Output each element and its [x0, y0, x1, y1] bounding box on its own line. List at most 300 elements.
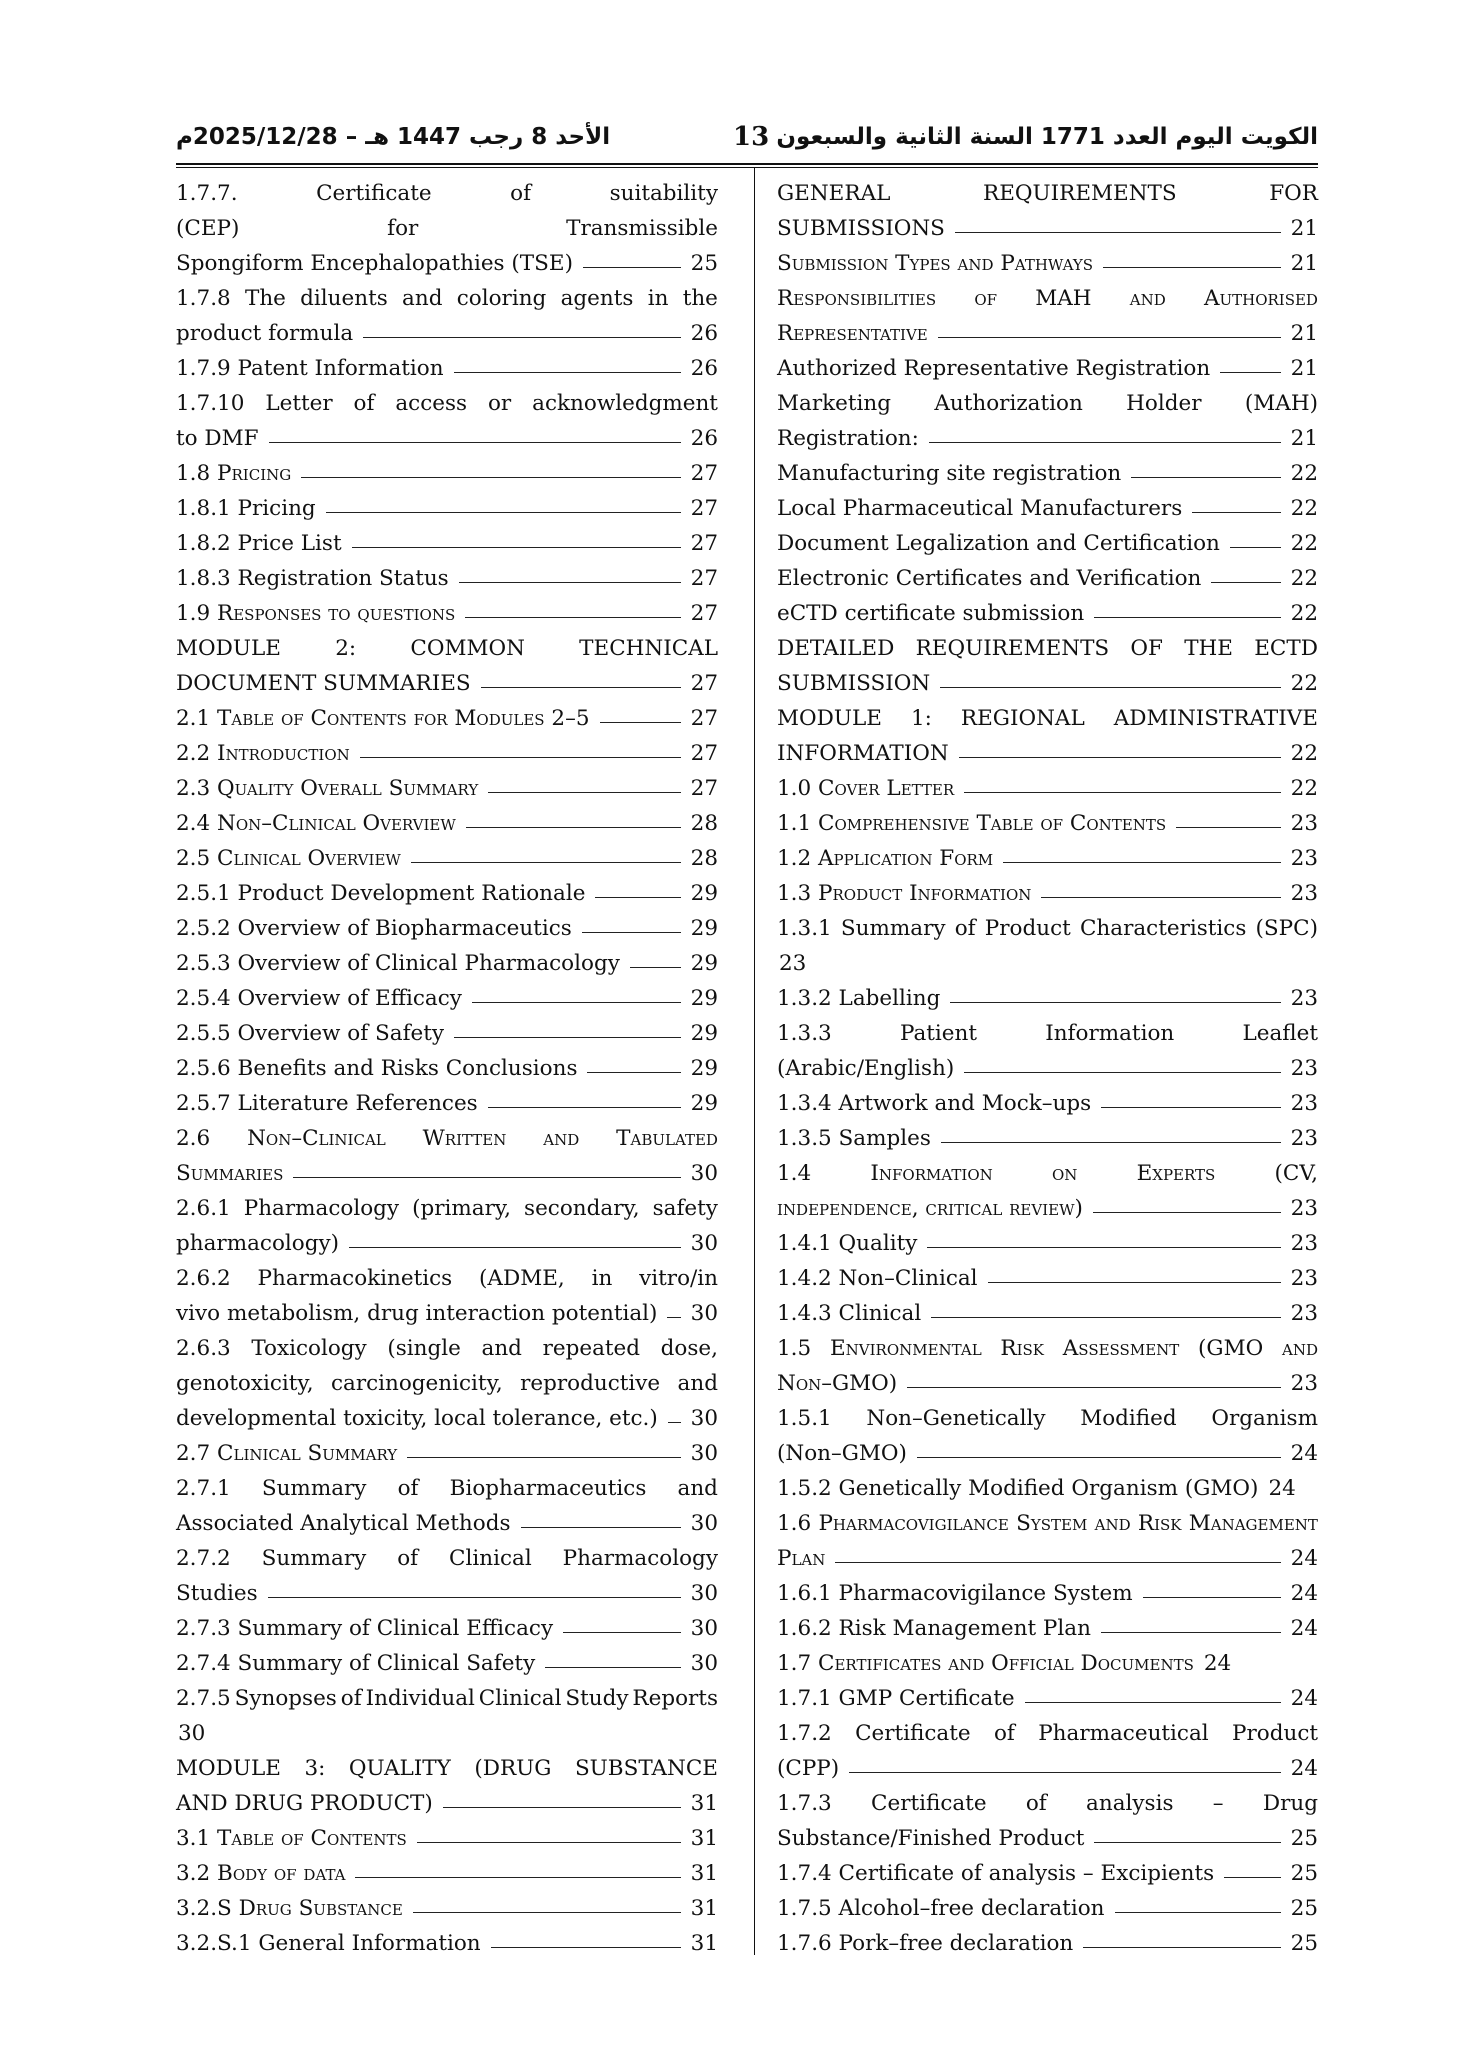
toc-entry-page: 27 [690, 741, 718, 766]
toc-entry[interactable] [777, 1681, 1318, 1716]
toc-entry-title: Plan [777, 1546, 826, 1571]
toc-entry-title: 1.1 Comprehensive Table of Contents [777, 811, 1167, 836]
toc-entry-page: 23 [1290, 1301, 1318, 1326]
leader-line [465, 596, 680, 618]
toc-entry[interactable]: 1.7.7. Certificate of suitability (CEP) for Transmissible Spongiform Encephalopathies (TSE) 25 [176, 176, 718, 281]
leader-line [1192, 491, 1280, 513]
leader-line [293, 1156, 680, 1178]
leader-line [1143, 1576, 1281, 1598]
header-date: الأحد 8 رجب 1447 هـ – 2025/12/28م [176, 124, 611, 150]
toc-entry[interactable]: 1.3.3 Patient Information Leaflet (Arabic/English) 23 [777, 1016, 1318, 1086]
toc-entry-page: 29 [690, 986, 718, 1011]
toc-entry-title: Document Legalization and Certification [777, 531, 1220, 556]
leader-line [1220, 351, 1280, 373]
toc-entry-page: 21 [1290, 251, 1318, 276]
toc-entry-page: 22 [1290, 741, 1318, 766]
toc-entry-page: 29 [690, 951, 718, 976]
toc-entry[interactable] [176, 1891, 718, 1926]
toc-left-column [176, 176, 718, 1961]
toc-entry[interactable] [176, 806, 718, 841]
leader-line [1094, 596, 1280, 618]
toc-entry-page: 29 [690, 1091, 718, 1116]
leader-line [454, 1016, 681, 1038]
toc-entry-title: 3.2.S Drug Substance [176, 1896, 403, 1921]
toc-entry-title: 1.4.2 Non–Clinical [777, 1266, 978, 1291]
toc-entry-title: 2.2 Introduction [176, 741, 350, 766]
toc-entry-title: 2.5.4 Overview of Efficacy [176, 986, 462, 1011]
toc-entry[interactable] [176, 1646, 718, 1681]
toc-entry-page: 21 [1290, 426, 1318, 451]
toc-entry-title: 1.2 Application Form [777, 846, 994, 871]
toc-entry[interactable]: 2.7.1 Summary of Biopharmaceutics and Associated Analytical Methods 30 [176, 1471, 718, 1541]
leader-line [595, 876, 680, 898]
leader-line [1230, 526, 1281, 548]
toc-entry[interactable] [176, 946, 718, 981]
leader-line [466, 806, 681, 828]
toc-entry-page: 25 [1290, 1896, 1318, 1921]
leader-line [326, 491, 681, 513]
toc-entry[interactable] [777, 1646, 1318, 1681]
toc-entry-title: 1.7.6 Pork–free declaration [777, 1931, 1074, 1956]
toc-entry-page: 27 [690, 566, 718, 591]
toc-entry-page: 21 [1290, 321, 1318, 346]
toc-entry[interactable] [176, 1856, 718, 1891]
toc-entry[interactable] [777, 246, 1318, 281]
toc-entry-page: 30 [690, 1651, 718, 1676]
toc-entry-page: 25 [690, 251, 718, 276]
leader-line [472, 981, 681, 1003]
page-number: 13 [733, 122, 770, 152]
toc-entry-page: 30 [690, 1616, 718, 1641]
toc-entry-title: 1.5.2 Genetically Modified Organism (GMO) [777, 1476, 1259, 1501]
toc-entry[interactable]: MODULE 2: COMMON TECHNICAL DOCUMENT SUMMARIES 27 [176, 631, 718, 701]
toc-entry-page: 25 [1290, 1826, 1318, 1851]
leader-line [1003, 841, 1280, 863]
toc-entry-page: 23 [1290, 1126, 1318, 1151]
toc-entry[interactable] [176, 561, 718, 596]
toc-entry[interactable]: 1.4 Information on Experts (CV, independence, critical review) 23 [777, 1156, 1318, 1226]
toc-entry[interactable] [176, 736, 718, 771]
header-rule-thin [176, 167, 1318, 168]
toc-entry[interactable]: 1.3.1 Summary of Product Characteristics (SPC) 23 [777, 911, 1318, 981]
toc-entry-page: 26 [690, 426, 718, 451]
leader-line [443, 1786, 681, 1808]
toc-entry-title: 1.6.1 Pharmacovigilance System [777, 1581, 1133, 1606]
toc-entry-page: 23 [1290, 1266, 1318, 1291]
page-header [176, 122, 1318, 162]
toc-entry[interactable] [777, 1086, 1318, 1121]
toc-entry[interactable] [777, 1611, 1318, 1646]
toc-entry-title: 2.7.4 Summary of Clinical Safety [176, 1651, 536, 1676]
toc-entry-page: 31 [690, 1931, 718, 1956]
column-divider [754, 168, 755, 1955]
toc-entry-title: Representative [777, 321, 928, 346]
leader-line [587, 1051, 680, 1073]
toc-entry[interactable]: MODULE 3: QUALITY (DRUG SUBSTANCE AND DRUG PRODUCT) 31 [176, 1751, 718, 1821]
toc-entry[interactable] [777, 1226, 1318, 1261]
leader-line [268, 1576, 681, 1598]
toc-entry[interactable]: 1.5 Environmental Risk Assessment (GMO and Non–GMO) 23 [777, 1331, 1318, 1401]
toc-entry-page: 27 [690, 776, 718, 801]
toc-entry-page: 24 [1290, 1441, 1318, 1466]
leader-line [1025, 1681, 1281, 1703]
leader-line [1101, 1086, 1280, 1108]
toc-entry[interactable] [777, 561, 1318, 596]
leader-line [959, 736, 1281, 758]
toc-entry-title: 1.3.5 Samples [777, 1126, 931, 1151]
leader-line [950, 981, 1280, 1003]
toc-entry[interactable]: 2.6.1 Pharmacology (primary, secondary, safety pharmacology) 30 [176, 1191, 718, 1261]
toc-entry-title: 1.8.3 Registration Status [176, 566, 449, 591]
toc-entry-page: 23 [1290, 811, 1318, 836]
leader-line [301, 456, 680, 478]
toc-entry[interactable] [176, 1051, 718, 1086]
toc-entry-title: pharmacology) [176, 1231, 340, 1256]
toc-entry[interactable] [777, 1296, 1318, 1331]
leader-line [907, 1366, 1280, 1388]
toc-entry[interactable] [777, 1576, 1318, 1611]
toc-entry-title: 2.3 Quality Overall Summary [176, 776, 479, 801]
toc-entry-page: 27 [690, 601, 718, 626]
toc-entry-title: Associated Analytical Methods [176, 1511, 511, 1536]
leader-line [545, 1646, 680, 1668]
toc-entry-page: 30 [690, 1231, 718, 1256]
toc-entry-title: Electronic Certificates and Verification [777, 566, 1202, 591]
toc-entry-title: 1.6.2 Risk Management Plan [777, 1616, 1091, 1641]
toc-entry-title: 1.4.1 Quality [777, 1231, 918, 1256]
toc-entry[interactable] [176, 771, 718, 806]
toc-entry[interactable] [176, 1086, 718, 1121]
toc-entry-page: 22 [1290, 601, 1318, 626]
toc-entry-page: 23 [1290, 1196, 1318, 1221]
leader-line [352, 526, 681, 548]
toc-entry-page: 27 [690, 461, 718, 486]
toc-entry[interactable] [176, 1821, 718, 1856]
toc-entry-title: 2.7.3 Summary of Clinical Efficacy [176, 1616, 554, 1641]
toc-entry[interactable] [777, 1926, 1318, 1961]
toc-entry-title: 3.2 Body of data [176, 1861, 346, 1886]
toc-entry-title: 1.7 Certificates and Official Documents [777, 1651, 1194, 1676]
toc-entry[interactable]: 1.6 Pharmacovigilance System and Risk Management Plan 24 [777, 1506, 1318, 1576]
toc-entry-title: 2.4 Non–Clinical Overview [176, 811, 456, 836]
toc-entry[interactable] [176, 491, 718, 526]
leader-line [1101, 1611, 1281, 1633]
toc-entry[interactable] [777, 876, 1318, 911]
header-publication: الكويت اليوم العدد 1771 السنة الثانية والسبعون [776, 124, 1318, 150]
toc-entry-page: 30 [690, 1406, 718, 1431]
toc-entry-page: 23 [1290, 1056, 1318, 1081]
toc-entry-title: (CPP) [777, 1756, 840, 1781]
leader-line [454, 351, 681, 373]
toc-entry[interactable] [777, 806, 1318, 841]
leader-line [1176, 806, 1280, 828]
leader-line [917, 1436, 1281, 1458]
toc-entry[interactable]: Responsibilities of MAH and Authorised Representative 21 [777, 281, 1318, 351]
leader-line [600, 701, 681, 723]
toc-entry-title: Summaries [176, 1161, 284, 1186]
toc-entry-page: 30 [178, 1721, 206, 1746]
toc-entry-title: 1.0 Cover Letter [777, 776, 955, 801]
leader-line [964, 1051, 1280, 1073]
toc-entry[interactable] [176, 1926, 718, 1961]
toc-entry[interactable] [777, 351, 1318, 386]
toc-entry[interactable] [176, 351, 718, 386]
toc-entry-title: SUBMISSION [777, 671, 931, 696]
toc-entry-page: 30 [690, 1301, 718, 1326]
toc-entry-page: 30 [690, 1511, 718, 1536]
leader-line [988, 1261, 1281, 1283]
leader-line [955, 211, 1281, 233]
leader-line [459, 561, 681, 583]
leader-line [938, 316, 1281, 338]
toc-entry[interactable] [777, 771, 1318, 806]
toc-entry-page: 28 [690, 811, 718, 836]
leader-line [360, 736, 681, 758]
toc-entry-title: Registration: [777, 426, 919, 451]
toc-entry-page: 29 [690, 916, 718, 941]
leader-line [1083, 1926, 1280, 1948]
toc-entry[interactable] [777, 1121, 1318, 1156]
leader-line [355, 1856, 680, 1878]
toc-entry[interactable]: 1.7.8 The diluents and coloring agents in the product formula 26 [176, 281, 718, 351]
toc-entry[interactable] [176, 1611, 718, 1646]
toc-entry-title: 1.7.5 Alcohol–free declaration [777, 1896, 1105, 1921]
toc-entry-page: 23 [1290, 846, 1318, 871]
toc-entry[interactable]: 1.7.10 Letter of access or acknowledgment to DMF 26 [176, 386, 718, 456]
toc-entry[interactable]: 2.7.2 Summary of Clinical Pharmacology Studies 30 [176, 1541, 718, 1611]
toc-entry-title: 2.5.3 Overview of Clinical Pharmacology [176, 951, 620, 976]
toc-entry-title: SUBMISSIONS [777, 216, 945, 241]
toc-entry-page: 21 [1290, 216, 1318, 241]
leader-line [630, 946, 681, 968]
toc-entry-title: developmental toxicity, local tolerance, etc.) [176, 1406, 658, 1431]
toc-entry[interactable] [176, 701, 718, 736]
toc-entry-page: 22 [1290, 776, 1318, 801]
toc-entry-title: 2.5.1 Product Development Rationale [176, 881, 586, 906]
toc-entry[interactable] [176, 1436, 718, 1471]
toc-entry-page: 30 [690, 1161, 718, 1186]
leader-line [491, 1926, 681, 1948]
toc-entry-title: 2.5.5 Overview of Safety [176, 1021, 445, 1046]
toc-entry-title: Manufacturing site registration [777, 461, 1122, 486]
toc-entry[interactable] [176, 1016, 718, 1051]
toc-entry[interactable]: 2.7.5 Synopses of Individual Clinical Study Reports 30 [176, 1681, 718, 1751]
toc-entry-page: 27 [690, 706, 718, 731]
toc-entry-page: 24 [1290, 1616, 1318, 1641]
toc-entry-page: 26 [690, 356, 718, 381]
leader-line [927, 1226, 1280, 1248]
toc-entry-page: 27 [690, 496, 718, 521]
toc-entry-title: (Arabic/English) [777, 1056, 955, 1081]
leader-line [363, 316, 680, 338]
toc-entry-title: 1.4.3 Clinical [777, 1301, 922, 1326]
leader-line [931, 1296, 1280, 1318]
toc-entry-page: 31 [690, 1791, 718, 1816]
toc-entry-page: 23 [1290, 881, 1318, 906]
toc-entry[interactable] [777, 456, 1318, 491]
leader-line [349, 1226, 681, 1248]
leader-line [667, 1296, 680, 1318]
toc-entry-title: 3.1 Table of Contents [176, 1826, 407, 1851]
leader-line [835, 1541, 1280, 1563]
toc-entry[interactable] [777, 1261, 1318, 1296]
toc-entry-title: vivo metabolism, drug interaction potential) [176, 1301, 658, 1326]
toc-entry-title: 2.1 Table of Contents for Modules 2–5 [176, 706, 590, 731]
toc-entry-title: Non–GMO) [777, 1371, 898, 1396]
toc-entry-page: 24 [1290, 1581, 1318, 1606]
toc-entry[interactable] [176, 911, 718, 946]
toc-entry[interactable] [777, 841, 1318, 876]
toc-entry-title: 2.5 Clinical Overview [176, 846, 401, 871]
leader-line [1103, 246, 1281, 268]
toc-entry-title: 1.7.9 Patent Information [176, 356, 444, 381]
toc-entry[interactable]: 2.6 Non–Clinical Written and Tabulated Summaries 30 [176, 1121, 718, 1191]
toc-entry-title: 1.9 Responses to questions [176, 601, 456, 626]
leader-line [269, 421, 681, 443]
toc-entry[interactable] [777, 1891, 1318, 1926]
leader-line [407, 1436, 680, 1458]
leader-line [521, 1506, 681, 1528]
toc-entry-title: Substance/Finished Product [777, 1826, 1085, 1851]
toc-entry-page: 27 [690, 671, 718, 696]
toc-entry-page: 26 [690, 321, 718, 346]
toc-entry-title: DOCUMENT SUMMARIES [176, 671, 471, 696]
toc-entry-title: 1.3 Product Information [777, 881, 1032, 906]
leader-line [929, 421, 1281, 443]
leader-line [1094, 1821, 1280, 1843]
toc-entry[interactable]: GENERAL REQUIREMENTS FOR SUBMISSIONS 21 [777, 176, 1318, 246]
toc-entry-page: 28 [690, 846, 718, 871]
leader-line [582, 911, 681, 933]
toc-entry-title: Submission Types and Pathways [777, 251, 1093, 276]
toc-entry-title: 1.3.2 Labelling [777, 986, 941, 1011]
toc-entry-title: product formula [176, 321, 354, 346]
leader-line [1115, 1891, 1281, 1913]
leader-line [413, 1891, 681, 1913]
toc-entry[interactable]: DETAILED REQUIREMENTS OF THE ECTD SUBMISSION 22 [777, 631, 1318, 701]
toc-entry-page: 23 [779, 951, 807, 976]
toc-entry[interactable] [176, 876, 718, 911]
leader-line [481, 666, 681, 688]
header-rule-thick [176, 163, 1318, 165]
toc-entry-page: 25 [1290, 1931, 1318, 1956]
toc-entry[interactable]: 2.6.2 Pharmacokinetics (ADME, in vitro/in vivo metabolism, drug interaction potential) 30 [176, 1261, 718, 1331]
toc-entry-title: 2.5.7 Literature References [176, 1091, 478, 1116]
toc-entry-page: 30 [690, 1441, 718, 1466]
toc-entry-page: 22 [1290, 531, 1318, 556]
leader-line [941, 1121, 1281, 1143]
toc-entry-page: 21 [1290, 356, 1318, 381]
toc-entry-page: 30 [690, 1581, 718, 1606]
toc-entry-page: 31 [690, 1861, 718, 1886]
toc-entry-page: 24 [1290, 1756, 1318, 1781]
toc-right-column [777, 176, 1318, 1961]
toc-entry-page: 23 [1290, 1371, 1318, 1396]
toc-entry-title: independence, critical review) [777, 1196, 1083, 1221]
toc-entry-title: eCTD certificate submission [777, 601, 1085, 626]
toc-entry-page: 24 [1290, 1686, 1318, 1711]
leader-line [1093, 1191, 1281, 1213]
toc-entry-title: to DMF [176, 426, 259, 451]
toc-entry-title: Spongiform Encephalopathies (TSE) [176, 251, 573, 276]
toc-entry-title: (Non–GMO) [777, 1441, 907, 1466]
toc-entry-title: 2.5.6 Benefits and Risks Conclusions [176, 1056, 578, 1081]
toc-entry[interactable]: 1.7.3 Certificate of analysis – Drug Substance/Finished Product 25 [777, 1786, 1318, 1856]
toc-entry-title: 2.7 Clinical Summary [176, 1441, 398, 1466]
toc-entry-title: 1.8.1 Pricing [176, 496, 316, 521]
toc-entry-page: 22 [1290, 671, 1318, 696]
toc-entry-page: 25 [1290, 1861, 1318, 1886]
leader-line [411, 841, 681, 863]
toc-entry[interactable] [176, 981, 718, 1016]
leader-line [563, 1611, 681, 1633]
toc-entry-title: INFORMATION [777, 741, 949, 766]
leader-line [1041, 876, 1280, 898]
toc-entry-page: 22 [1290, 566, 1318, 591]
leader-line [940, 666, 1280, 688]
leader-line [488, 771, 680, 793]
toc-entry-title: 1.7.1 GMP Certificate [777, 1686, 1015, 1711]
toc-entry[interactable] [176, 526, 718, 561]
toc-entry-page: 27 [690, 531, 718, 556]
toc-entry-page: 24 [1290, 1546, 1318, 1571]
toc-entry[interactable] [176, 841, 718, 876]
toc-entry[interactable]: Marketing Authorization Holder (MAH) Registration: 21 [777, 386, 1318, 456]
toc-entry[interactable] [176, 596, 718, 631]
leader-line [583, 246, 681, 268]
toc-entry-page: 24 [1203, 1651, 1232, 1676]
toc-entry-title: 3.2.S.1 General Information [176, 1931, 481, 1956]
toc-entry[interactable]: 1.7.2 Certificate of Pharmaceutical Product (CPP) 24 [777, 1716, 1318, 1786]
toc-entry[interactable]: 2.6.3 Toxicology (single and repeated dose, genotoxicity, carcinogenicity, reproductive and developmental toxicity, local tolerance, etc.) 30 [176, 1331, 718, 1436]
leader-line [849, 1751, 1280, 1773]
toc-entry-page: 22 [1290, 461, 1318, 486]
toc-entry[interactable] [777, 1856, 1318, 1891]
leader-line [1211, 561, 1280, 583]
toc-entry[interactable] [777, 596, 1318, 631]
leader-line [488, 1086, 681, 1108]
toc-entry[interactable] [777, 1471, 1318, 1506]
toc-entry[interactable] [777, 491, 1318, 526]
toc-entry-page: 29 [690, 881, 718, 906]
toc-entry-title: AND DRUG PRODUCT) [176, 1791, 433, 1816]
toc-entry-page: 23 [1290, 986, 1318, 1011]
toc-entry-page: 29 [690, 1056, 718, 1081]
leader-line [964, 771, 1280, 793]
leader-line [668, 1401, 681, 1423]
leader-line [1131, 456, 1280, 478]
toc-entry[interactable] [777, 981, 1318, 1016]
toc-entry[interactable]: MODULE 1: REGIONAL ADMINISTRATIVE INFORMATION 22 [777, 701, 1318, 771]
toc-entry-page: 31 [690, 1826, 718, 1851]
toc-entry-title: Local Pharmaceutical Manufacturers [777, 496, 1183, 521]
toc-entry[interactable] [777, 526, 1318, 561]
toc-entry-title: 1.7.4 Certificate of analysis – Excipients [777, 1861, 1215, 1886]
toc-entry-page: 24 [1268, 1476, 1296, 1501]
toc-entry-title: 1.8 Pricing [176, 461, 292, 486]
toc-entry[interactable] [176, 456, 718, 491]
toc-entry-page: 23 [1290, 1231, 1318, 1256]
toc-entry-title: 1.8.2 Price List [176, 531, 342, 556]
toc-entry-page: 23 [1290, 1091, 1318, 1116]
toc-entry-title: 2.5.2 Overview of Biopharmaceutics [176, 916, 572, 941]
toc-entry-title: 1.3.4 Artwork and Mock–ups [777, 1091, 1092, 1116]
leader-line [1224, 1856, 1281, 1878]
toc-entry-page: 29 [690, 1021, 718, 1046]
toc-entry-page: 31 [690, 1896, 718, 1921]
toc-entry[interactable]: 1.5.1 Non–Genetically Modified Organism (Non–GMO) 24 [777, 1401, 1318, 1471]
toc-entry-title: Studies [176, 1581, 258, 1606]
